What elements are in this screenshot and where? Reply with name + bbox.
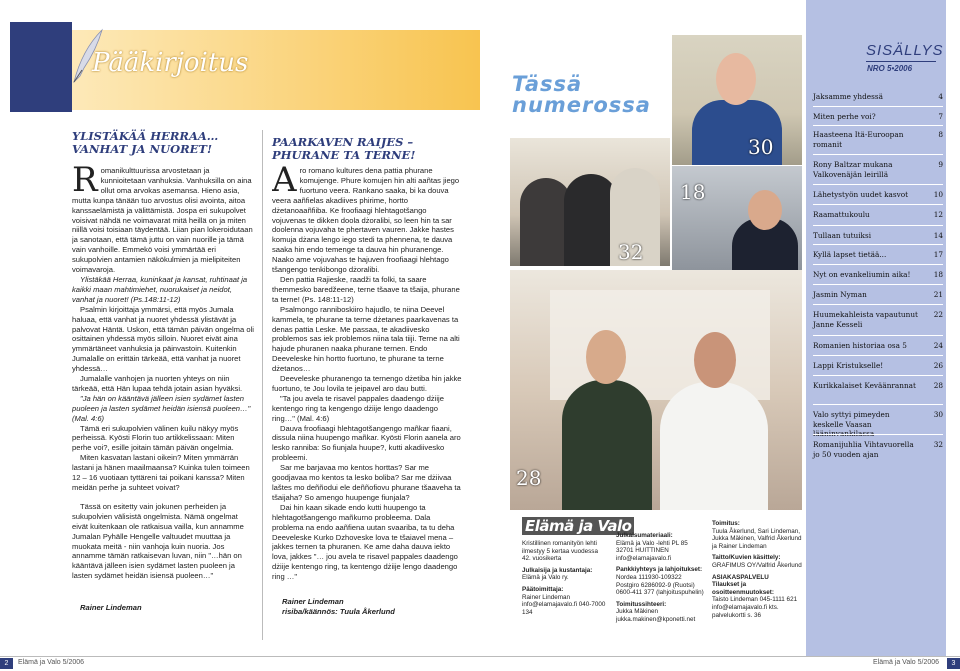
column-divider [262, 130, 263, 640]
toc-item-title: Huumekahleista vapautunut Janne Kesseli [813, 310, 918, 329]
imprint-text: Jukka Mäkinen jukka.makinen@kponetti.net [616, 608, 696, 623]
signature: Rainer Lindeman [80, 603, 142, 612]
toc-title-rule [866, 61, 936, 62]
toc-item [813, 290, 943, 300]
page-number-right: 3 [947, 658, 960, 669]
toc-divider [813, 106, 943, 107]
headline-line: PHURANE TA TERNE! [272, 148, 416, 162]
imprint-label: Julkaisumateriaali: [616, 532, 673, 539]
toc-item [813, 112, 943, 122]
toc-item-page: 21 [933, 290, 943, 299]
imprint-label: Tilaukset ja osoitteenmuutokset: [712, 581, 774, 596]
paragraph: omanikulttuurissa arvostetaan ja kunnioitetaan vanhuksia. Vanhuksilla on aina ollut oma arvokas asemansa. Hieno asia, mutta kunpa tänään tuo arvostus olisi avointa, aitoa kanssaelämistä ja välittämistä. Jospa eri sukupolvet voisivat nähdä ne voimavarat mitä heillä on ja miten niillä voisi toisiaan täydentää. Liian pian lokeroidutaan ja sanotaan, että tämä juttu on vain nuorille ja tämä vain vanhoille. Emmekö voisi ymmärtää eri sukupolvien antamien näkökulmien ja mielipiteiten voimavaroja. [72, 166, 253, 275]
toc-divider [813, 204, 943, 205]
toc-item [813, 361, 943, 371]
toc-divider [813, 244, 943, 245]
imprint-text: Taisto Lindeman 045-1111 621 info@elamajavalo.fi kts. palvelukortti s. 36 [712, 596, 798, 619]
toc-item [813, 381, 943, 391]
face-shape [748, 190, 782, 230]
toc-item [813, 341, 943, 351]
paragraph: Miten kasvatan lastani oikein? Miten ymmärrän lastani ja hänen maailmaansa? Kuinka tulen toimeen 12 – 16 vuotiaan tyttäreni tai poikani kanssa? Miten meidän perhe ja suhteet voivat? [72, 453, 250, 492]
dropcap: R [72, 166, 98, 200]
toc-item-title: Kyllä lapset tietää... [813, 250, 887, 259]
toc-divider [813, 335, 943, 336]
footer-right: Elämä ja Valo 5/2006 [873, 659, 940, 666]
toc-divider [813, 184, 943, 185]
paragraph: Dauva froofiaagi hlehtagotšangengo mañkar fiaani, dissula niina huupengo mañkar. Kyösti Florin aanela aro lesko ranniba: So fiunjala huupe?, kutti akadiivesko probleemi. [272, 423, 461, 463]
paragraph: Jumalalle vanhojen ja nuorten yhteys on niin tärkeää, että Hän lupaa tehdä jotain asian hyväksi. [72, 374, 243, 393]
man-shape [660, 382, 768, 510]
toc-divider [813, 404, 943, 405]
paragraph: Den pattia Rajieske, raadži ta folki, ta saare themmesko baredžeene, terne tšaave ta tšaija, phurane ta terne! (Ps. 148:11-12) [272, 274, 460, 304]
paragraph: Tässä on esitetty vain jokunen perheiden ja sukupolvien välisistä ongelmista. Nämä ongelmat eivät kuitenkaan ole ratkaisua vailla, kun annamme Jumalan Pyhälle Hengelle valtuudet muuttaa ja muokata meitä - niin vanhoja kuin nuoria. Jos annamme tämän ratkaisevan luvan, niin "…hän on kääntävä jälleen isien sydämet lasten puoleen ja lasten sydämet heidän isiensä puoleen…" [72, 501, 244, 581]
dropcap: A [272, 166, 297, 200]
paragraph: Sar me barjavaa mo kentos horttas? Sar me goodjavaa mo kentos ta lesko boliba? Sar me dżiivaa laštes mo deññodui ele deññofiovu phurane tšaaveha ta tšaijaha? So amengo huupenge fiunjala? [272, 463, 461, 502]
imprint-label: Taitto/Kuvien käsittely: [712, 554, 781, 562]
imprint-col1 [522, 540, 608, 616]
signature: Rainer Lindeman [282, 597, 344, 606]
photo-page-number: 30 [748, 135, 774, 159]
imprint-col3 [712, 520, 808, 619]
masthead-logo: Elämä ja Valo [522, 517, 634, 535]
toc-divider [813, 225, 943, 226]
toc-item-page: 12 [933, 210, 943, 219]
toc-divider [813, 154, 943, 155]
toc-item-page: 8 [938, 130, 943, 139]
headline-line: PAARKAVEN RAIJES – [272, 135, 414, 149]
toc-item-page: 18 [933, 270, 943, 279]
signature-block [282, 597, 462, 619]
imprint-text: Rainer Lindeman info@elamajavalo.fi 040-7000 134 [522, 593, 606, 616]
imprint-text: GRAFIMUS OY/Valfrid Åkerlund [712, 561, 802, 569]
paragraph: Psalmongo ranniboskiiro hajudlo, te niina Deevel kammela, te phurane ta terne dżetanes paarkavenas ta denas pattia Leske. Me passaa, te akadiivesko problemos sas iek problemos niina tala tiiji. Terne na alti hajude phuranen naaka phurane ternen. Endo Deeveleske hin hortto fuortuno, te phurane ta terne dżetanos… [272, 304, 460, 374]
toc-item [813, 92, 943, 102]
tassa-numerossa-title [512, 74, 651, 116]
toc-item [813, 130, 943, 149]
toc-item-title: Lähetystyön uudet kasvot [813, 190, 909, 199]
headline-line: VANHAT JA NUORET! [72, 142, 213, 156]
paragraph: Dai hin kaan sikade endo kutti huupengo ta hlehtagotšangengo mañkurno probleema. Dala problema na endo aañfiena uutan svaariba, ta tu deha Deeveleske Kurko Dzhoveske lova te tšaiavel mena – jakkes ternen ta phuranen. Ke ame daha dauva iekto lova, jakkes "… jou avela te risavel pappales daadengo dżiije kentengo ring, ta kentengo dżiije lengo daadengo ring …" [272, 502, 458, 582]
toc-item-page: 17 [933, 250, 943, 259]
toc-divider [813, 355, 943, 356]
paragraph: Deeveleske phuranengo ta ternengo dżetiba hin jakke fuortuno, te Jou lovila te jeipavel aro dau butti. [272, 374, 462, 393]
paragraph: Ylistäkää Herraa, kuninkaat ja kansat, ruhtinaat ja kaikki maan mahtimiehet, nuorukaiset ja neidot, vanhat ja nuoret! (Ps.148:11-12) [72, 274, 248, 304]
imprint-text: Tuula Åkerlund, Sari Lindeman, Jukka Mäkinen, Valfrid Åkerlund ja Rainer Lindeman [712, 527, 802, 550]
toc-item [813, 210, 943, 220]
toc-item [813, 160, 943, 179]
title-line: Tässä [512, 72, 583, 96]
toc-item [813, 231, 943, 241]
headline-col2 [272, 136, 462, 162]
toc-divider [813, 264, 943, 265]
title-line: numerossa [512, 93, 651, 117]
imprint-text: Nordea 111930-109322 Postgiro 6286092-9 (Ruotsi) 0600-411 377 (lahjoituspuhelin) [616, 573, 704, 597]
page-number-left: 2 [0, 658, 13, 669]
toc-item-page: 10 [933, 190, 943, 199]
toc-item [813, 310, 943, 329]
section-title: Pääkirjoitus [92, 48, 249, 78]
imprint-label: Pankkiyhteys ja lahjoitukset: [616, 566, 703, 574]
toc-item [813, 190, 943, 200]
photo-page-number: 18 [680, 180, 706, 204]
toc-item-page: 9 [938, 160, 943, 169]
toc-item-page: 7 [938, 112, 943, 121]
toc-item-page: 14 [933, 231, 943, 240]
face-shape [694, 332, 736, 388]
photo-man-suit [672, 166, 802, 270]
toc-item [813, 440, 943, 459]
toc-item-page: 22 [933, 310, 943, 319]
toc-item-title: Jaksamme yhdessä [813, 92, 883, 101]
toc-item-page: 26 [933, 361, 943, 370]
toc-item-title: Kurikkalaiset Keväänrannat [813, 381, 916, 390]
imprint-label: Päätoimittaja: [522, 585, 564, 593]
toc-item [813, 250, 943, 260]
paragraph: ro romano kultures dena pattia phurane komujenge. Phure komujen hin alti aañtas jiego fuortuno veera. Rankano saaka, bi ka douva veera aañfielas akadiives phirime, hortto dżetanoaañfiiba. Ke froofiaagi hlehtagotšango vojuvenas te dikken doola dżoralibi, so leen hin ta sar doolenna vojuvaha te phertaven vauren. Jakke hastes komuja dżana lengo iego stedi ta phennena, te dauva saaka hin endo temenge ta dauva hin phuranenge. Naako ame vojuvahas te hajuven froofiaagi hlehtago tšangengo tenkibongo dżoralibi. [272, 166, 460, 275]
imprint-col2 [616, 532, 706, 624]
toc-title: SISÄLLYS [866, 42, 944, 59]
imprint-label: Toimitus: [712, 520, 740, 527]
imprint-text: Kristillinen romanityön lehti ilmestyy 5 kertaa vuodessa 42. vuosikerta [522, 540, 598, 563]
footer-left: Elämä ja Valo 5/2006 [18, 659, 85, 666]
toc-item-title: Tullaan tutuiksi [813, 231, 872, 240]
toc-divider [813, 304, 943, 305]
issue-number: NRO 5•2006 [867, 64, 913, 73]
photo-group-seated [510, 138, 670, 266]
toc-item-title: Lappi Kristukselle! [813, 361, 884, 370]
toc-item-page: 24 [933, 341, 943, 350]
imprint-text: Elämä ja Valo ry. [522, 574, 569, 582]
toc-divider [813, 284, 943, 285]
toc-item-title: Nyt on evankeliumin aika! [813, 270, 911, 279]
toc-item-page: 28 [933, 381, 943, 390]
toc-item-title: Miten perhe voi? [813, 112, 876, 121]
toc-item-title: Rony Baltzar mukana Valkovenäjän leirillä [813, 160, 893, 179]
paragraph: "Ja hän on kääntävä jälleen isien sydämet lasten puoleen ja lasten sydämet heidän isiensä puoleen…" (Mal. 4:6) [72, 393, 251, 423]
toc-divider [813, 375, 943, 376]
photo-man-blue-shirt [672, 35, 802, 165]
photo-page-number: 32 [618, 240, 644, 264]
article-col1 [72, 166, 254, 618]
header-dark-panel [10, 22, 72, 112]
imprint-label: Toimitussihteeri: [616, 600, 667, 608]
paragraph: "Ta jou avela te risavel pappales daadengo dżiije kentengo ring ta kengengo dżiije lengo daadengo ring…" (Mal. 4:6) [272, 393, 444, 423]
woman-shape [562, 380, 652, 510]
paragraph: Tämä eri sukupolvien välinen kuilu näkyy myös perheissä. Kyösti Florin tuo artikkelissaan: Miten perhe voi?, esille joitain tämän päivän ongelmia. [72, 423, 239, 453]
translator: risiba/käännös: Tuula Åkerlund [282, 606, 395, 616]
face-shape [716, 53, 756, 105]
face-shape [586, 330, 626, 384]
photo-couple [510, 270, 802, 510]
toc-item-page: 4 [938, 92, 943, 101]
article-col2 [272, 166, 462, 593]
toc-item-title: Raamattukoulu [813, 210, 870, 219]
toc-item-page: 32 [933, 440, 943, 449]
headline-col1 [72, 130, 252, 156]
imprint-label: ASIAKASPALVELU [712, 573, 769, 581]
imprint-text: Elämä ja Valo -lehti PL 85 32701 HUITTINEN info@elamajavalo.fi [616, 539, 688, 562]
toc-item-title: Romanien historiaa osa 5 [813, 341, 907, 350]
paragraph: Psalmin kirjoittaja ymmärsi, että myös Jumala haluaa, että vanhat ja nuoret yhdessä ylistävät ja palvovat Häntä. Uskon, että tämän päivän ongelma oli osittainen yhdessä myös silloin. Nuoret eivät aina ymmärtäneet vanhuksia ja päinvastoin. Kuitenkin Jumalalle on erittäin tärkeää, että vanhat ja nuoret yhdessä… [72, 304, 254, 374]
toc-item [813, 270, 943, 280]
toc-divider [813, 125, 943, 126]
toc-item-title: Jasmin Nyman [813, 290, 867, 299]
toc-item-title: Valo syttyi pimeyden keskelle Vaasan [813, 410, 890, 429]
toc-item-title: Romanijuhlia Vihtavuorella jo 50 vuoden ajan [813, 440, 914, 459]
toc-item-page: 30 [933, 410, 943, 419]
headline-line: YLISTÄKÄÄ HERRAA… [72, 129, 219, 143]
photo-page-number: 28 [516, 466, 542, 490]
footer-rule [0, 656, 960, 657]
toc-divider [813, 434, 943, 435]
toc-item-title: Haasteena Itä-Euroopan romanit [813, 130, 904, 149]
imprint-label: Julkaisija ja kustantaja: [522, 566, 593, 574]
